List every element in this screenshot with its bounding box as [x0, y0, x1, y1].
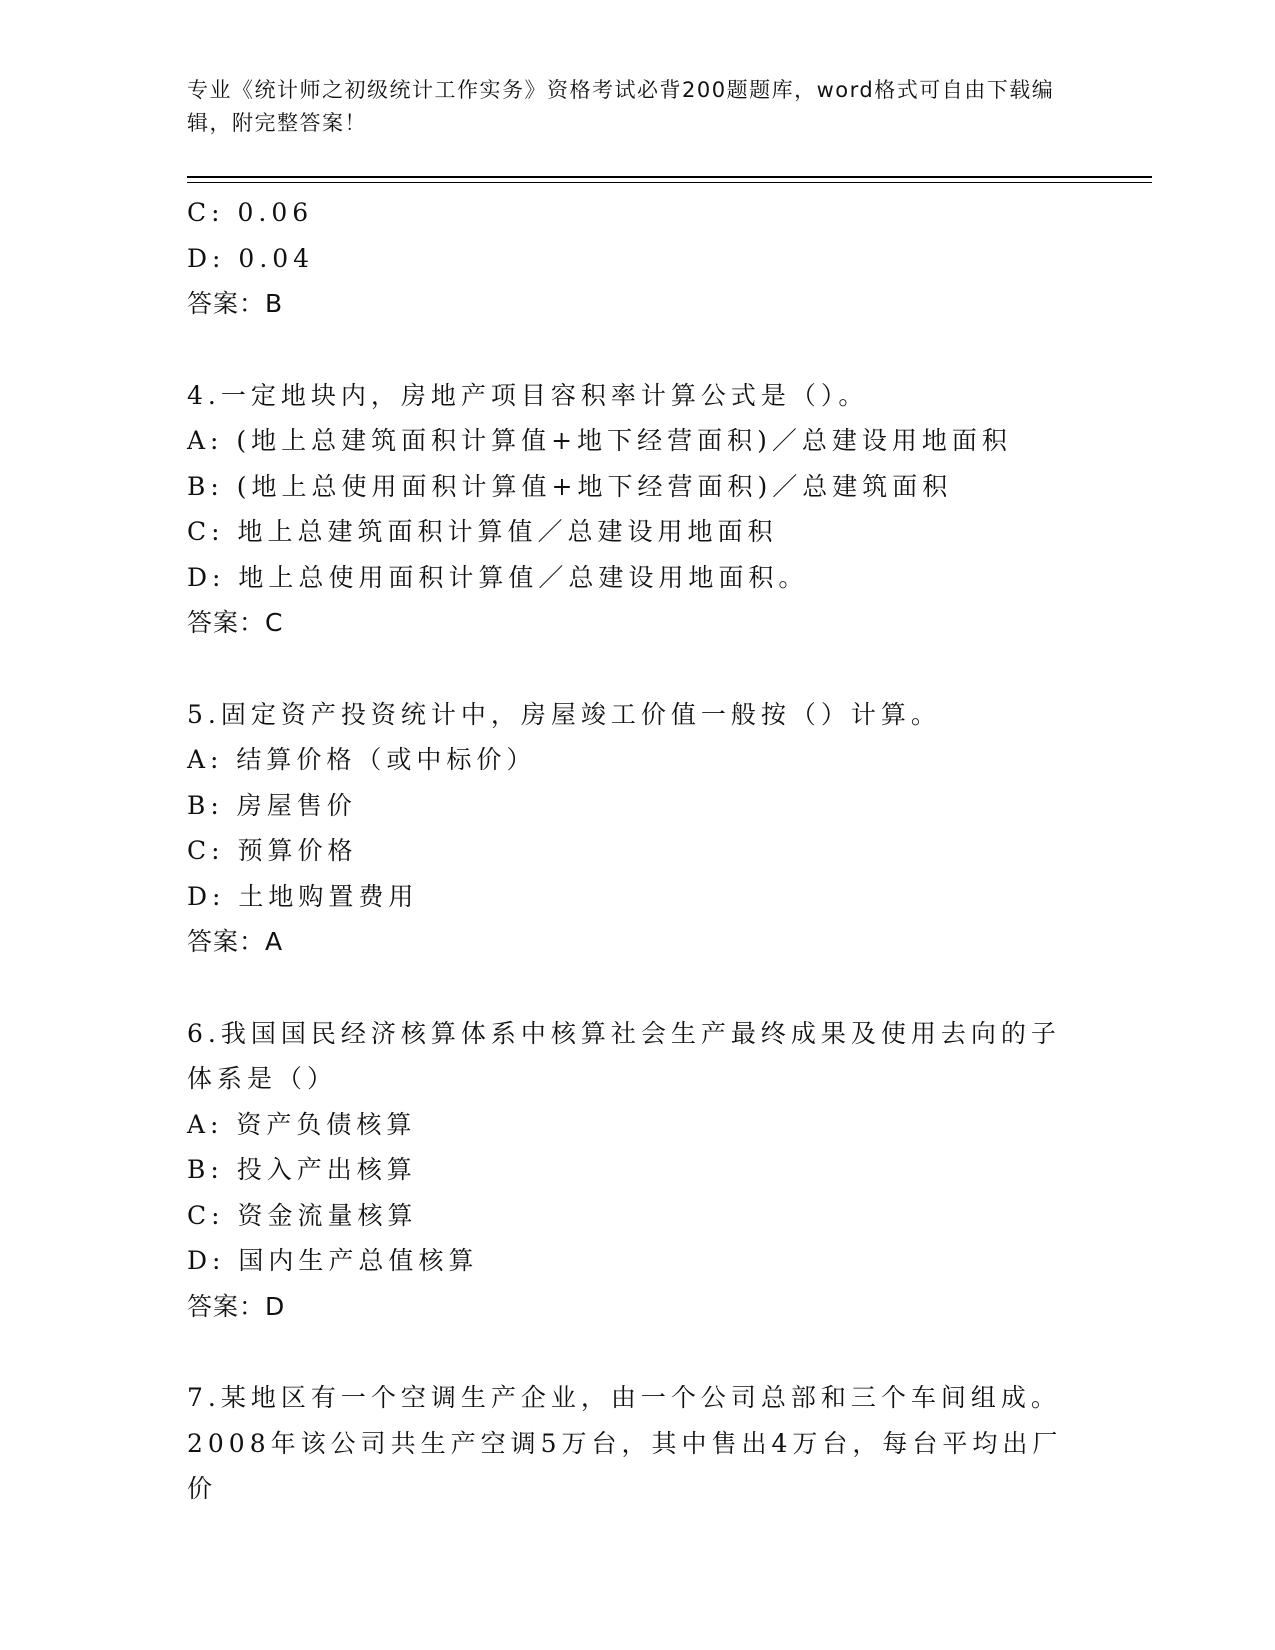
header-divider-thick	[187, 176, 1152, 178]
option-d: D: 地上总使用面积计算值／总建设用地面积。	[187, 562, 809, 592]
previous-question-tail	[187, 190, 1077, 327]
question-title: 7.某地区有一个空调生产企业，由一个公司总部和三个车间组成。2008年该公司共生产空调5万台，其中售出4万台，每台平均出厂价	[187, 1383, 1063, 1503]
spacer	[187, 646, 1077, 692]
option-b: B: (地上总使用面积计算值+地下经营面积)／总建筑面积	[187, 471, 953, 501]
answer: 答案：B	[187, 289, 284, 318]
option-b: B: 房屋售价	[187, 790, 357, 820]
page-header: 专业《统计师之初级统计工作实务》资格考试必背200题题库，word格式可自由下载编辑，附完整答案！	[187, 78, 1055, 135]
option-c: C: 0.06	[187, 198, 314, 227]
document-body	[187, 190, 1077, 1512]
header-divider-thin	[187, 182, 1152, 183]
option-c: C: 地上总建筑面积计算值／总建设用地面积	[187, 517, 778, 546]
option-c: C: 资金流量核算	[187, 1200, 418, 1230]
spacer	[187, 327, 1077, 373]
spacer	[187, 965, 1077, 1011]
question-4	[187, 373, 1077, 646]
option-d: D: 土地购置费用	[187, 881, 419, 911]
answer: 答案：C	[187, 608, 284, 637]
option-a: A: 资产负债核算	[187, 1109, 417, 1139]
question-title: 6.我国国民经济核算体系中核算社会生产最终成果及使用去向的子体系是（）	[187, 1018, 1061, 1093]
question-title: 5.固定资产投资统计中，房屋竣工价值一般按（）计算。	[187, 699, 941, 729]
question-5	[187, 692, 1077, 965]
option-d: D: 0.04	[187, 243, 315, 273]
option-a: A: 结算价格（或中标价）	[187, 745, 537, 774]
option-c: C: 预算价格	[187, 836, 358, 865]
question-6	[187, 1011, 1077, 1330]
question-7	[187, 1375, 1077, 1512]
option-a: A: (地上总建筑面积计算值+地下经营面积)／总建设用地面积	[187, 426, 1012, 455]
option-b: B: 投入产出核算	[187, 1155, 417, 1184]
spacer	[187, 1329, 1077, 1375]
answer: 答案：D	[187, 1291, 286, 1321]
option-d: D: 国内生产总值核算	[187, 1246, 479, 1275]
answer: 答案：A	[187, 927, 284, 956]
question-title: 4.一定地块内，房地产项目容积率计算公式是（）。	[187, 380, 869, 410]
